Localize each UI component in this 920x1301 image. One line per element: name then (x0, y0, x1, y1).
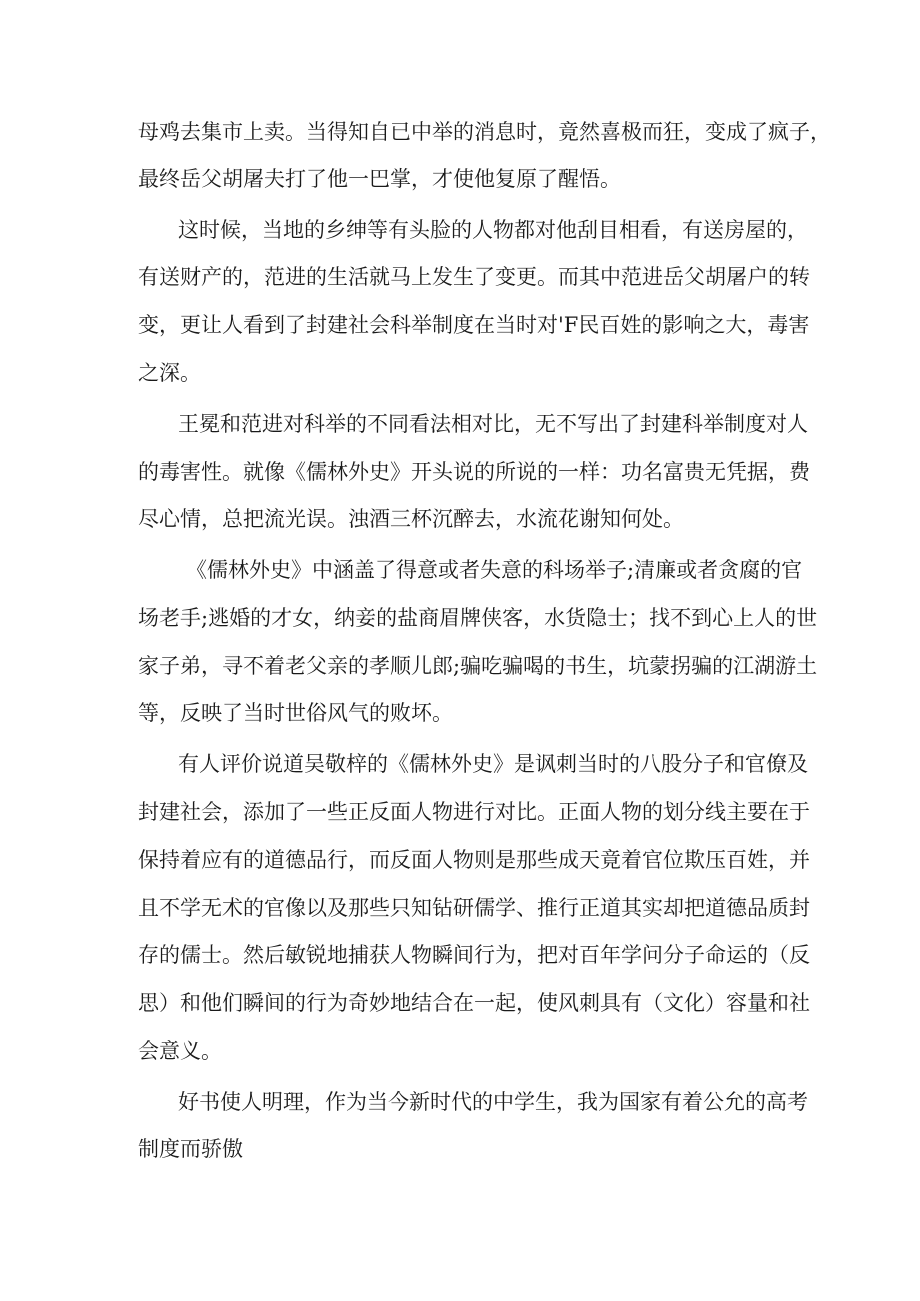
text-line: 的毒害性。就像《儒林外史》开头说的所说的一样：功名富贵无凭据，费 (138, 460, 810, 484)
text-line: 保持着应有的道德品行，而反面人物则是那些成天竟着官位欺压百姓，并 (138, 848, 810, 872)
text-line: 有人评价说道吴敬梓的《儒林外史》是讽刺当时的八股分子和官僚及 (178, 752, 808, 776)
text-line: 封建社会，添加了一些正反面人物进行对比。正面人物的划分线主要在于 (138, 800, 810, 824)
text-line: 尽心情，总把流光误。浊酒三杯沉醉去，水流花谢知何处。 (138, 507, 684, 531)
text-line: 思）和他们瞬间的行为奇妙地结合在一起，使风刺具有（文化）容量和社 (138, 991, 810, 1015)
text-line: 好书使人明理，作为当今新时代的中学生，我为国家有着公允的高考 (178, 1090, 808, 1114)
text-line: 变，更让人看到了封建社会科举制度在当时对'F民百姓的影响之大，毒害 (138, 313, 810, 337)
text-line: 之深。 (138, 361, 201, 385)
text-line: 场老手;逃婚的才女，纳妾的盐商眉牌侠客，水货隐士；找不到心上人的世 (138, 606, 818, 630)
text-line: 王冕和范进对科举的不同看法相对比，无不写出了封建科举制度对人 (178, 412, 808, 436)
text-line: 等，反映了当时世俗风气的败坏。 (138, 701, 453, 725)
text-line: 有送财产的，范进的生活就马上发生了变更。而其中范进岳父胡屠户的转 (138, 265, 810, 289)
text-line: 存的儒士。然后敏锐地捕获人物瞬间行为，把对百年学问分子命运的（反 (138, 943, 810, 967)
text-line: 最终岳父胡屠夫打了他一巴掌，才使他复原了醒悟。 (138, 167, 621, 191)
text-line: 母鸡去集市上卖。当得知自已中举的消息时，竟然喜极而狂，变成了疯子， (138, 120, 831, 144)
text-line: 家子弟，寻不着老父亲的孝顺儿郎;骗吃骗喝的书生，坑蒙拐骗的江湖游土 (138, 654, 818, 678)
text-line: 制度而骄傲 (138, 1137, 243, 1161)
text-line: 这时候，当地的乡绅等有头脸的人物都对他刮目相看，有送房屋的， (178, 218, 808, 242)
text-line: 且不学无术的官像以及那些只知钻研儒学、推行正道其实却把道德品质封 (138, 896, 810, 920)
text-line: 会意义。 (138, 1039, 222, 1063)
text-line: 《儒林外史》中涵盖了得意或者失意的科场举子;清廉或者贪腐的官 (186, 558, 803, 582)
